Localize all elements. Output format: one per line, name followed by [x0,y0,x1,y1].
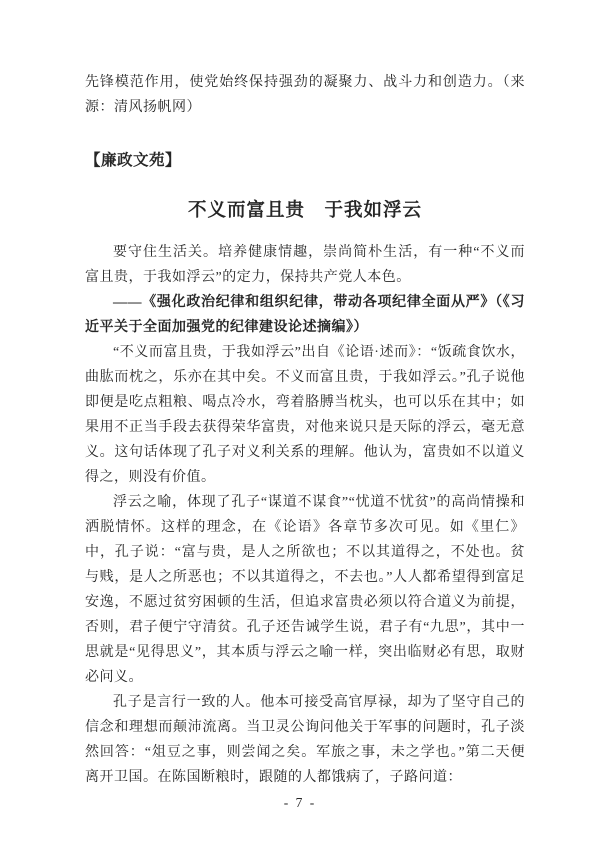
article-paragraph: 浮云之喻，体现了孔子“谋道不谋食”“忧道不忧贫”的高尚情操和洒脱情怀。这样的理念，在《论语》各章节多次可见。如《里仁》中，孔子说：“富与贵，是人之所欲也；不以其道得之，不处也。贫与贱，是人之所恶也；不以其道得之，不去也。”人人都希望得到富足安逸，不愿过贫穷困顿的生活，但追求富贵必须以符合道义为前提，否则，君子便宁守清贫。孔子还告诫学生说，君子有“九思”，其中一思就是“见得思义”，其本质与浮云之喻一样，突出临财必有思，取财必问义。 [85,495,525,685]
article-title: 不义而富且贵 于我如浮云 [187,201,422,221]
article-paragraph: ——《强化政治纪律和组织纪律，带动各项纪律全面从严》（《习近平关于全面加强党的纪律建设论述摘编》） [85,295,525,335]
page-number: - 7 - [283,795,317,810]
article-paragraph: 要守住生活关。培养健康情趣，崇尚简朴生活，有一种“不义而富且贵，于我如浮云”的定力，保持共产党人本色。 [85,245,525,285]
article-body [85,240,525,790]
page-content [85,70,525,790]
continuation-paragraph: 先锋模范作用，使党始终保持强劲的凝聚力、战斗力和创造力。（来源：清风扬帆网） [85,75,525,115]
article-paragraph: 孔子是言行一致的人。他本可接受高官厚禄，却为了坚守自己的信念和理想而颠沛流离。当卫灵公询问他关于军事的问题时，孔子淡然回答：“俎豆之事，则尝闻之矣。军旅之事，未之学也。”第二天便离开卫国。在陈国断粮时，跟随的人都饿病了，子路问道： [85,695,525,785]
section-header: 【廉政文苑】 [85,152,182,169]
article-paragraph: “不义而富且贵，于我如浮云”出自《论语·述而》：“饭疏食饮水，曲肱而枕之，乐亦在其中矣。不义而富且贵，于我如浮云。”孔子说他即便是吃点粗粮、喝点冷水，弯着胳膊当枕头，也可以乐在其中；如果用不正当手段去获得荣华富贵，对他来说只是天际的浮云，毫无意义。这句话体现了孔子对义利关系的理解。他认为，富贵如不以道义得之，则没有价值。 [85,345,525,485]
